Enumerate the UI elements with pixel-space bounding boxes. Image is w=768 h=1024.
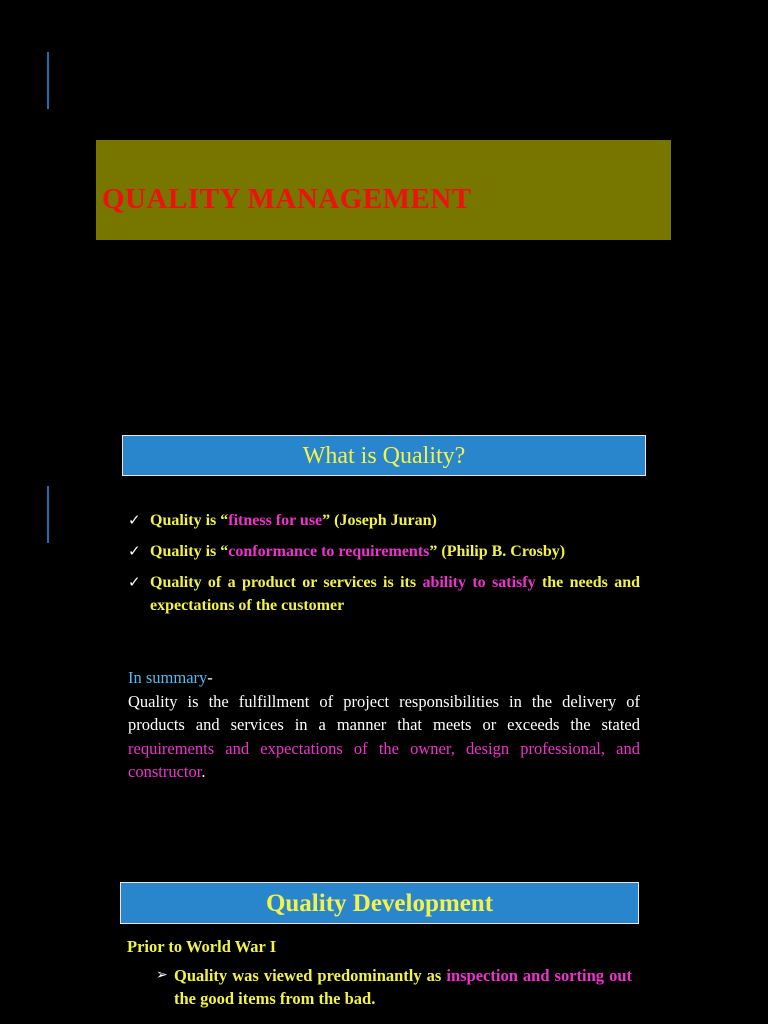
definition-suffix: ” (Philip B. Crosby) bbox=[429, 543, 566, 560]
slide-divider-top bbox=[47, 52, 49, 109]
summary-end: . bbox=[201, 762, 206, 781]
development-highlight: inspection and sorting out bbox=[446, 966, 632, 985]
development-suffix: the good items from the bad. bbox=[174, 989, 376, 1008]
page-title: QUALITY MANAGEMENT bbox=[102, 183, 472, 215]
list-item bbox=[128, 509, 640, 532]
quality-definitions-list bbox=[128, 509, 640, 625]
definition-prefix: Quality is “ bbox=[150, 543, 229, 560]
definition-prefix: Quality is “ bbox=[150, 512, 229, 529]
slide-divider-middle bbox=[47, 486, 49, 543]
definition-highlight: fitness for use bbox=[228, 512, 323, 529]
arrow-bullet-icon: ➢ bbox=[156, 967, 168, 983]
what-is-quality-heading: What is Quality? bbox=[122, 435, 646, 476]
list-item bbox=[128, 540, 640, 563]
list-item bbox=[156, 964, 632, 1010]
development-list bbox=[156, 964, 632, 1010]
definition-prefix: Quality of a product or services is its bbox=[150, 574, 423, 591]
summary-heading: In summary bbox=[128, 668, 208, 687]
title-banner bbox=[96, 140, 671, 240]
definition-highlight: ability to satisfy bbox=[422, 574, 536, 591]
quality-development-heading: Quality Development bbox=[120, 882, 639, 924]
summary-paragraph bbox=[128, 666, 640, 784]
summary-text: Quality is the fulfillment of project responsibilities in the delivery of products and services in a manner that meets or exceeds the stated bbox=[128, 691, 640, 734]
definition-highlight: conformance to requirements bbox=[228, 543, 430, 560]
checkmark-icon: ✓ bbox=[128, 511, 141, 529]
list-item bbox=[128, 571, 640, 617]
definition-suffix: the needs and expectations of the customer bbox=[150, 574, 640, 614]
checkmark-icon: ✓ bbox=[128, 542, 141, 560]
summary-dash: - bbox=[207, 668, 213, 687]
definition-suffix: ” (Joseph Juran) bbox=[322, 512, 437, 529]
checkmark-icon: ✓ bbox=[128, 573, 141, 591]
development-prefix: Quality was viewed predominantly as bbox=[174, 966, 447, 985]
era-heading: Prior to World War I bbox=[127, 937, 277, 956]
summary-highlight: requirements and expectations of the owner, design professional, and constructor bbox=[128, 738, 640, 781]
